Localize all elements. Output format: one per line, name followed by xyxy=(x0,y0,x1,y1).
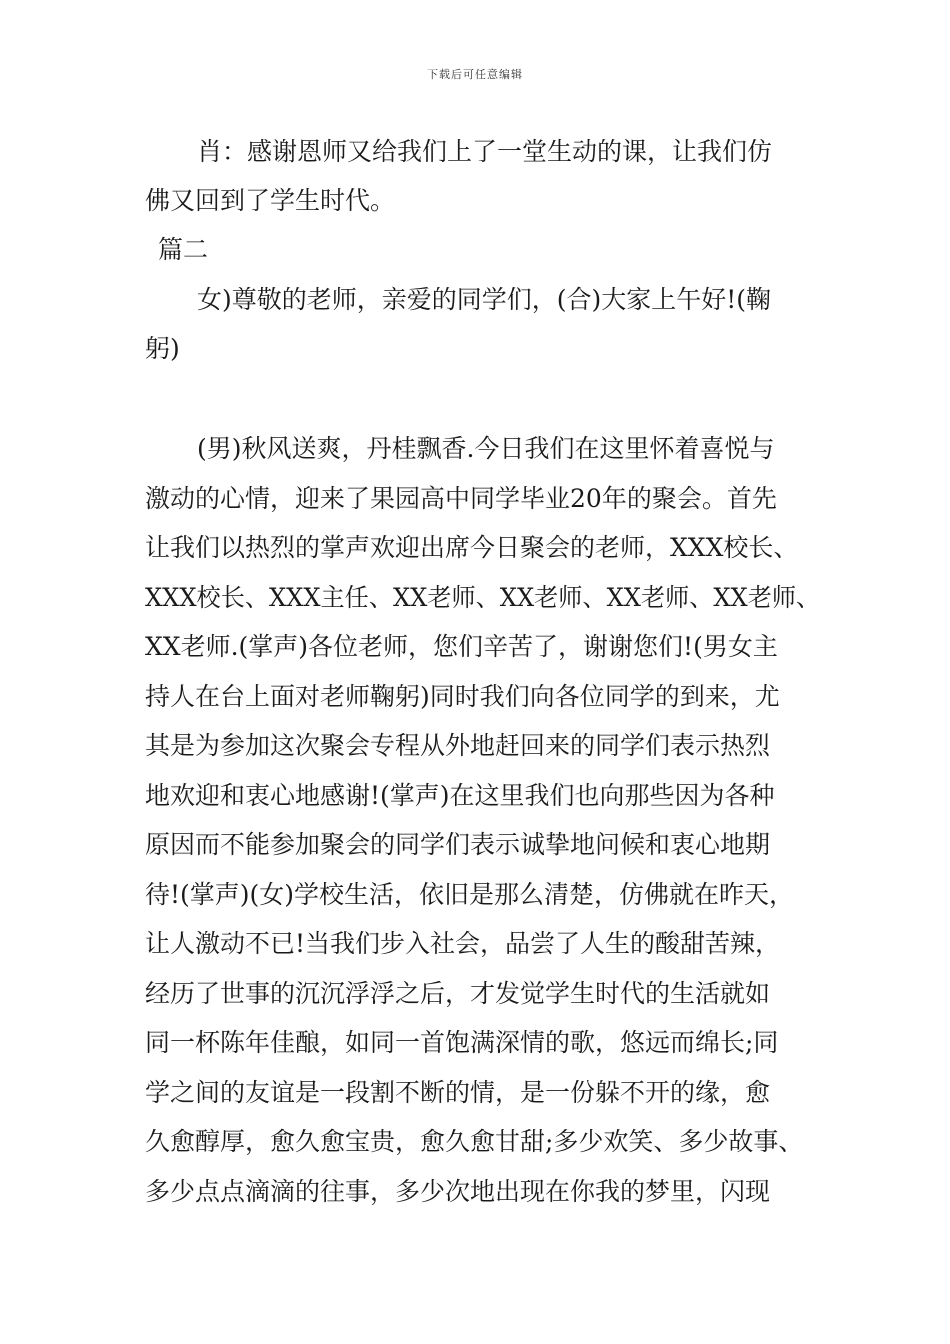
text-line: 躬) xyxy=(145,334,180,363)
text-line: 让我们以热烈的掌声欢迎出席今日聚会的老师，XXX校长、 xyxy=(145,533,799,562)
text-line: (男)秋风送爽，丹桂飘香.今日我们在这里怀着喜悦与 xyxy=(197,434,775,463)
text-line: 激动的心情，迎来了果园高中同学毕业20年的聚会。首先 xyxy=(145,484,777,513)
text-line: 地欢迎和衷心地感谢!(掌声)在这里我们也向那些因为各种 xyxy=(145,781,775,810)
text-line: 学之间的友谊是一段割不断的情，是一份躲不开的缘，愈 xyxy=(145,1078,771,1107)
text-line: 原因而不能参加聚会的同学们表示诚挚地问候和衷心地期 xyxy=(145,830,771,859)
text-line: 同一杯陈年佳酿，如同一首饱满深情的歌，悠远而绵长;同 xyxy=(145,1028,779,1057)
text-line: 待!(掌声)(女)学校生活，依旧是那么清楚，仿佛就在昨天， xyxy=(145,880,795,909)
text-line: 多少点点滴滴的往事，多少次地出现在你我的梦里，闪现 xyxy=(145,1177,771,1206)
text-line: 佛又回到了学生时代。 xyxy=(145,186,396,215)
text-line: XX老师.(掌声)各位老师，您们辛苦了，谢谢您们!(男女主 xyxy=(145,632,778,661)
text-line: 其是为参加这次聚会专程从外地赶回来的同学们表示热烈 xyxy=(145,731,771,760)
text-line: 女)尊敬的老师，亲爱的同学们，(合)大家上午好!(鞠 xyxy=(197,285,772,314)
text-line: 经历了世事的沉沉浮浮之后，才发觉学生时代的生活就如 xyxy=(145,979,771,1008)
text-line: 久愈醇厚，愈久愈宝贵，愈久愈甘甜;多少欢笑、多少故事、 xyxy=(145,1127,804,1156)
text-line: 让人激动不已!当我们步入社会，品尝了人生的酸甜苦辣， xyxy=(145,929,781,958)
text-line: 持人在台上面对老师鞠躬)同时我们向各位同学的到来，尤 xyxy=(145,682,780,711)
section-title: 篇二 xyxy=(158,235,209,264)
text-line: 肖：感谢恩师又给我们上了一堂生动的课，让我们仿 xyxy=(197,137,773,166)
text-line: XXX校长、XXX主任、XX老师、XX老师、XX老师、XX老师、 xyxy=(145,583,821,612)
header-note: 下载后可任意编辑 xyxy=(427,68,523,81)
